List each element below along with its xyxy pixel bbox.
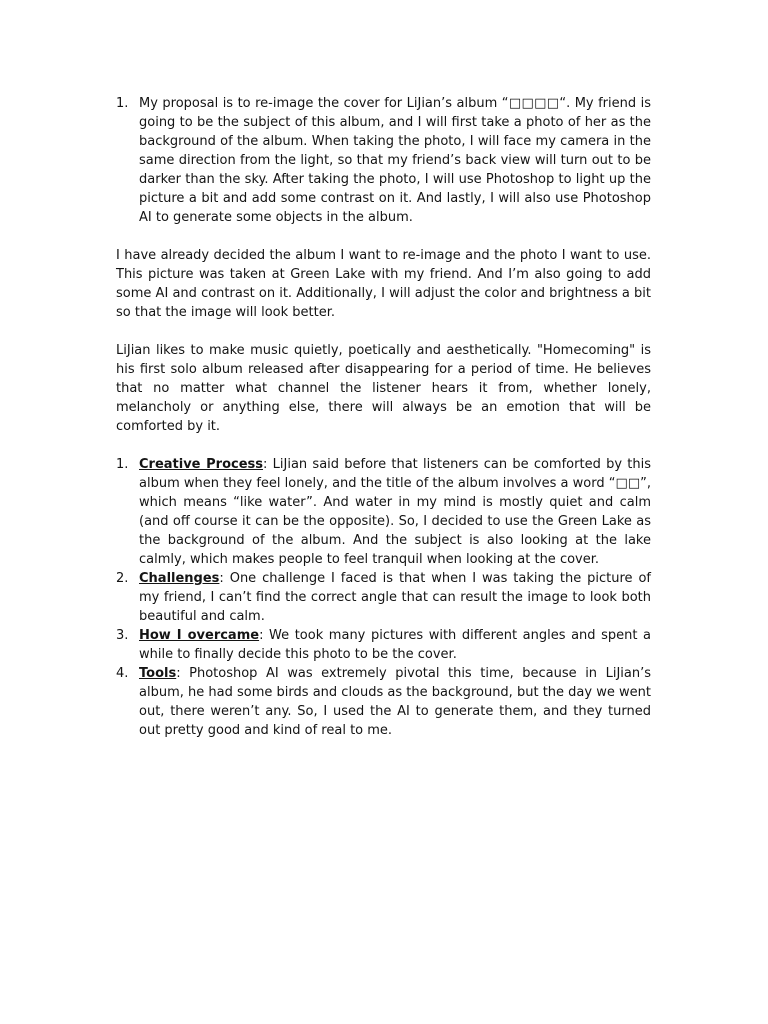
list-number: 1. [116, 96, 129, 111]
list-number: 4. [116, 666, 129, 681]
proposal-list [116, 94, 651, 227]
list-item-text: My proposal is to re-image the cover for LiJian’s album “□□□□“. My friend is going to be the subject of this album, and I will first take a photo of her as the background of the album. When taking the photo, I will face my camera in the same direction from the light, so that my friend’s back view will turn out to be darker than the sky. After taking the photo, I will use Photoshop to light up the picture a bit and add some contrast on it. And lastly, I will also use Photoshop AI to generate some objects in the album. [139, 96, 651, 225]
list-item-text: : LiJian said before that listeners can be comforted by this album when they feel lonely, and the title of the album involves a word “□□”, which means “like water”. And water in my mind is mostly quiet and calm (and off course it can be the opposite). So, I decided to use the Green Lake as the background of the album. And the subject is also looking at the lake calmly, which makes people to feel tranquil when looking at the cover. [139, 457, 651, 567]
list-item-text: : Photoshop AI was extremely pivotal this time, because in LiJian’s album, he had some birds and clouds as the background, but the day we went out, there weren’t any. So, I used the AI to generate them, and they turned out pretty good and kind of real to me. [139, 666, 651, 738]
list-item [116, 626, 651, 664]
list-item-text: : One challenge I faced is that when I was taking the picture of my friend, I can’t find the correct angle that can result the image to look both beautiful and calm. [139, 571, 651, 624]
paragraph-gap [116, 436, 651, 455]
details-list [116, 455, 651, 740]
paragraph-gap [116, 227, 651, 246]
section-heading: Creative Process [139, 457, 264, 472]
list-item-text: : We took many pictures with different angles and spent a while to finally decide this photo to be the cover. [139, 628, 652, 662]
list-item [116, 569, 651, 626]
paragraph-about-lijian: LiJian likes to make music quietly, poetically and aesthetically. "Homecoming" is his first solo album released after disappearing for a period of time. He believes that no matter what channel the listener hears it from, whether lonely, melancholy or anything else, there will always be an emotion that will be comforted by it. [116, 343, 651, 434]
list-item [116, 664, 651, 740]
list-item [116, 455, 651, 569]
paragraph-album-plan: I have already decided the album I want to re-image and the photo I want to use. This picture was taken at Green Lake with my friend. And I’m also going to add some AI and contrast on it. Additionally, I will adjust the color and brightness a bit so that the image will look better. [116, 248, 651, 320]
section-heading: How I overcame [139, 628, 260, 643]
section-heading: Tools [139, 666, 177, 681]
section-heading: Challenges [139, 571, 220, 586]
list-item [116, 94, 651, 227]
list-number: 1. [116, 457, 129, 472]
list-number: 2. [116, 571, 129, 586]
list-number: 3. [116, 628, 129, 643]
paragraph-gap [116, 322, 651, 341]
document-body [116, 94, 651, 740]
